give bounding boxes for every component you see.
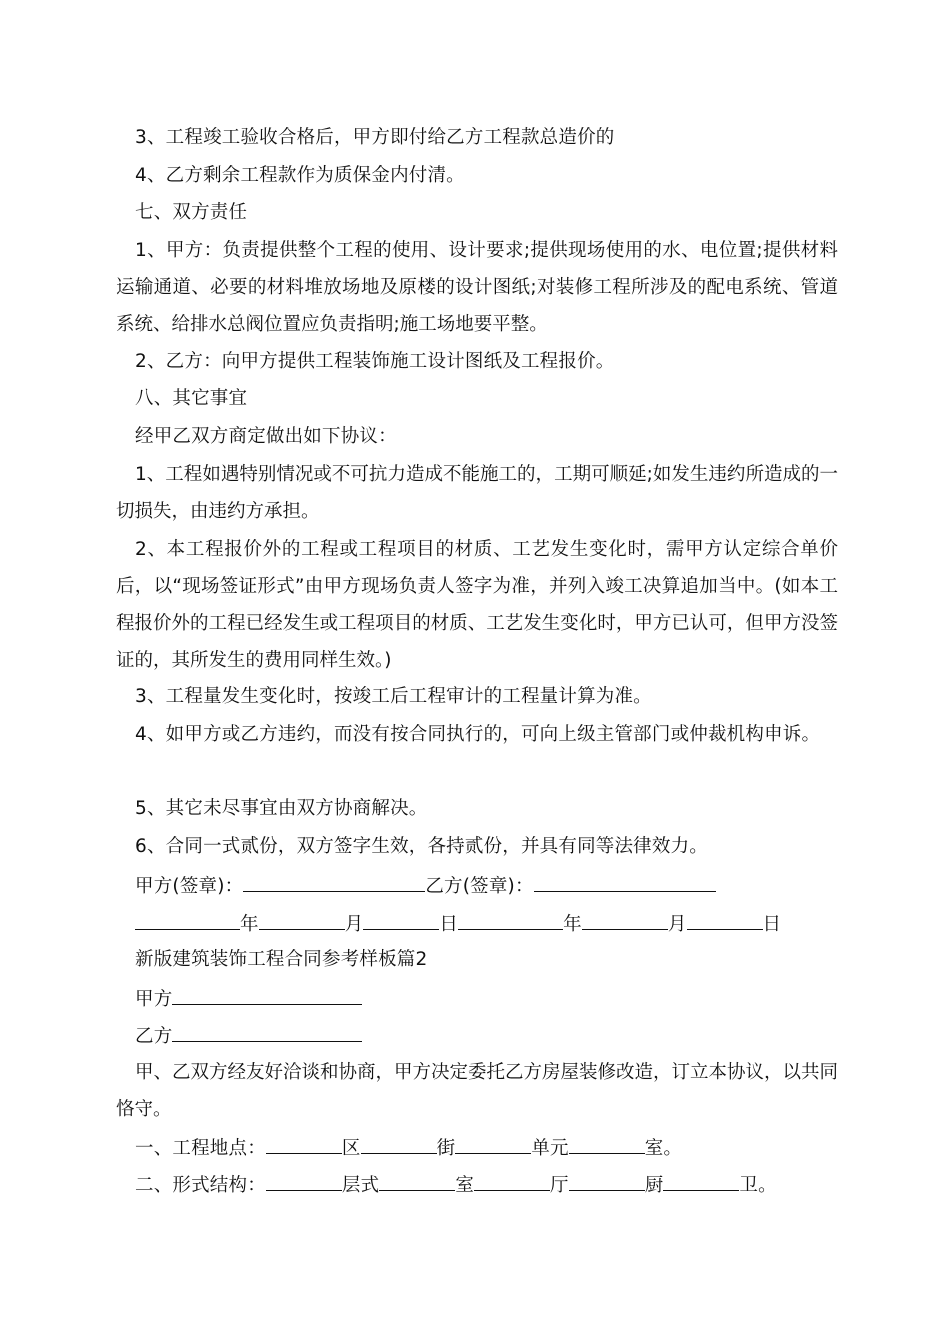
date-line xyxy=(135,911,781,937)
paragraph: 1、工程如遇特别情况或不可抗力造成不能施工的，工期可顺延;如发生违约所造成的一切损失，由违约方承担。 xyxy=(116,464,838,522)
signature-line xyxy=(135,873,716,899)
section-heading: 八、其它事宜 xyxy=(135,388,248,409)
structure-form-line xyxy=(135,1172,777,1198)
month-blank[interactable] xyxy=(582,911,668,930)
paragraph: 经甲乙双方商定做出如下协议： xyxy=(135,426,397,447)
room-count-blank[interactable] xyxy=(379,1172,455,1191)
paragraph: 1、甲方：负责提供整个工程的使用、设计要求;提供现场使用的水、电位置;提供材料运输通道、必要的材料堆放场地及原楼的设计图纸;对装修工程所涉及的配电系统、管道系统、给排水总阀位置应负责指明;施工场地要平整。 xyxy=(116,240,838,335)
day-label: 日 xyxy=(762,914,782,935)
bathroom-blank[interactable] xyxy=(663,1172,739,1191)
bathroom-label: 卫。 xyxy=(739,1175,777,1196)
floor-blank[interactable] xyxy=(266,1172,342,1191)
document-title: 新版建筑装饰工程合同参考样板篇2 xyxy=(135,949,428,970)
unit-label: 单元 xyxy=(531,1138,569,1159)
paragraph: 5、其它未尽事宜由双方协商解决。 xyxy=(135,798,428,819)
district-label: 区 xyxy=(341,1138,361,1159)
year-blank[interactable] xyxy=(458,911,563,930)
hall-blank[interactable] xyxy=(474,1172,550,1191)
room-label: 室。 xyxy=(644,1138,683,1159)
street-label: 街 xyxy=(436,1138,456,1159)
party-a-signature-label: 甲方(签章)： xyxy=(135,876,244,897)
party-b-label: 乙方 xyxy=(135,1026,173,1047)
hall-label: 厅 xyxy=(550,1175,569,1196)
party-b-signature-blank[interactable] xyxy=(534,873,716,892)
paragraph: 2、乙方：向甲方提供工程装饰施工设计图纸及工程报价。 xyxy=(135,351,615,372)
year-blank[interactable] xyxy=(135,911,240,930)
kitchen-label: 厨 xyxy=(644,1175,664,1196)
paragraph: 4、如甲方或乙方违约，而没有按合同执行的，可向上级主管部门或仲裁机构申诉。 xyxy=(135,724,821,745)
project-location-line xyxy=(135,1135,682,1161)
location-label: 一、工程地点： xyxy=(135,1138,266,1159)
month-label: 月 xyxy=(667,914,687,935)
room-blank[interactable] xyxy=(569,1135,645,1154)
party-a-signature-blank[interactable] xyxy=(243,873,425,892)
month-blank[interactable] xyxy=(259,911,345,930)
month-label: 月 xyxy=(344,914,364,935)
paragraph: 4、乙方剩余工程款作为质保金内付清。 xyxy=(135,165,465,186)
kitchen-blank[interactable] xyxy=(569,1172,645,1191)
day-blank[interactable] xyxy=(363,911,439,930)
district-blank[interactable] xyxy=(266,1135,342,1154)
paragraph: 2、本工程报价外的工程或工程项目的材质、工艺发生变化时，需甲方认定综合单价后，以“现场签证形式”由甲方现场负责人签字为准，并列入竣工决算追加当中。(如本工程报价外的工程已经发生或工程项目的材质、工艺发生变化时，甲方已认可，但甲方没签证的，其所发生的费用同样生效。) xyxy=(116,539,838,671)
party-b-signature-label: 乙方(签章)： xyxy=(425,876,534,897)
party-b-blank[interactable] xyxy=(172,1023,362,1042)
party-a-blank[interactable] xyxy=(172,986,362,1005)
year-label: 年 xyxy=(563,914,582,935)
day-label: 日 xyxy=(439,914,459,935)
party-a-label: 甲方 xyxy=(135,989,173,1010)
paragraph: 6、合同一式贰份，双方签字生效，各持贰份，并具有同等法律效力。 xyxy=(135,836,708,857)
day-blank[interactable] xyxy=(687,911,763,930)
section-heading: 七、双方责任 xyxy=(135,202,248,223)
party-a-line xyxy=(135,986,362,1012)
year-label: 年 xyxy=(240,914,259,935)
unit-blank[interactable] xyxy=(455,1135,531,1154)
street-blank[interactable] xyxy=(361,1135,437,1154)
form-label: 二、形式结构： xyxy=(135,1175,266,1196)
paragraph: 3、工程竣工验收合格后，甲方即付给乙方工程款总造价的 xyxy=(135,127,615,148)
party-b-line xyxy=(135,1023,362,1049)
room-count-label: 室 xyxy=(455,1175,475,1196)
paragraph: 甲、乙双方经友好洽谈和协商，甲方决定委托乙方房屋装修改造，订立本协议，以共同恪守。 xyxy=(116,1062,839,1120)
floor-type-label: 层式 xyxy=(341,1175,380,1196)
paragraph: 3、工程量发生变化时，按竣工后工程审计的工程量计算为准。 xyxy=(135,686,652,707)
